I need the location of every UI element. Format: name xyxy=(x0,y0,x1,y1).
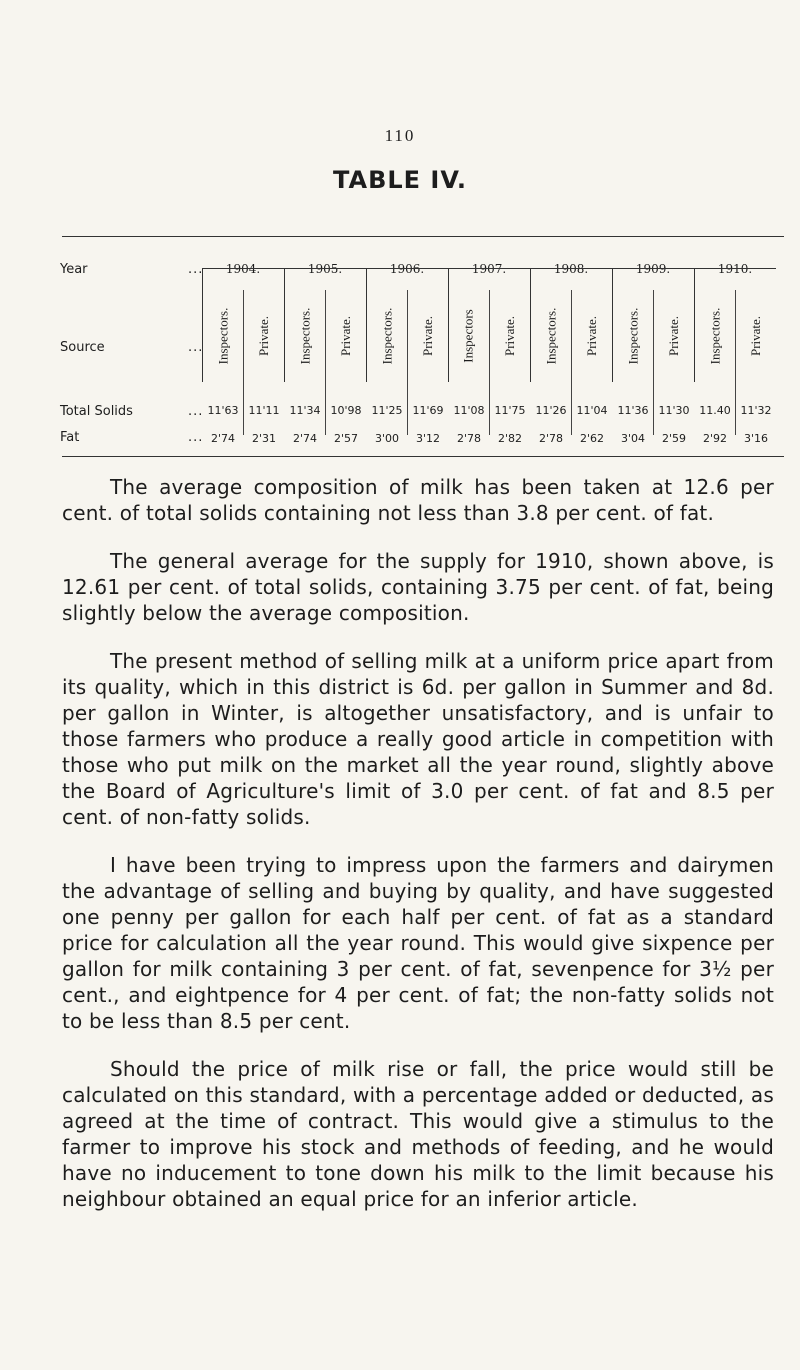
source-header-label: Inspectors xyxy=(461,309,476,363)
column-divider xyxy=(571,290,572,435)
table-bottom-rule xyxy=(62,456,784,457)
source-header xyxy=(246,290,282,382)
year-header: 1908. xyxy=(553,262,589,276)
fat-cell: 2'78 xyxy=(456,432,482,445)
total-solids-cell: 11.40 xyxy=(699,404,731,417)
paragraph: I have been trying to impress upon the farmers and dairymen the advantage of selling and buying by quality, and have suggested one penny per gallon for each half per cent. of fat as a standard price for calculation all the year round. This would give sixpence per gallon for milk containing 3 per cent. of fat, sevenpence for 3½ per cent., and eightpence for 4 per cent. of fat; the non-fatty solids not to be less than 8.5 per cent. xyxy=(62,853,774,1033)
total-solids-cell: 11'30 xyxy=(658,404,690,417)
column-divider xyxy=(243,290,244,435)
total-solids-cell: 11'26 xyxy=(535,404,567,417)
fat-cell: 2'74 xyxy=(292,432,318,445)
total-solids-cell: 11'34 xyxy=(289,404,321,417)
year-header: 1905. xyxy=(307,262,343,276)
source-header-label: Inspectors. xyxy=(297,307,312,365)
source-header-label: Inspectors. xyxy=(625,307,640,365)
year-divider xyxy=(366,268,367,382)
total-solids-cell: 11'75 xyxy=(494,404,526,417)
total-solids-cell: 11'11 xyxy=(248,404,280,417)
year-underline xyxy=(202,268,776,269)
source-header xyxy=(205,290,241,382)
source-header-label: Private. xyxy=(666,315,682,357)
source-header-label: Private. xyxy=(502,315,518,357)
fat-cell: 2'59 xyxy=(661,432,687,445)
fat-cell: 3'12 xyxy=(415,432,441,445)
table-title: TABLE IV. xyxy=(333,166,467,194)
fat-cell: 2'74 xyxy=(210,432,236,445)
year-row-label: Year ... xyxy=(60,262,204,277)
source-header xyxy=(492,290,528,382)
year-divider xyxy=(448,268,449,382)
total-solids-cell: 11'36 xyxy=(617,404,649,417)
source-header xyxy=(369,290,405,382)
fat-cell: 3'00 xyxy=(374,432,400,445)
fat-cell: 3'04 xyxy=(620,432,646,445)
fat-cell: 2'92 xyxy=(702,432,728,445)
column-divider xyxy=(653,290,654,435)
fat-cell: 2'78 xyxy=(538,432,564,445)
fat-row-label: Fat ... xyxy=(60,430,204,445)
source-header-label: Inspectors. xyxy=(707,307,722,365)
column-divider xyxy=(735,290,736,435)
paragraph: The general average for the supply for 1910, shown above, is 12.61 per cent. of total solids, containing 3.75 per cent. of fat, being slightly below the average composition. xyxy=(62,549,774,625)
source-header xyxy=(451,290,487,382)
source-header xyxy=(328,290,364,382)
total-solids-cell: 11'25 xyxy=(371,404,403,417)
page-number: 110 xyxy=(384,126,416,145)
source-header-label: Inspectors. xyxy=(379,307,394,365)
fat-cell: 2'82 xyxy=(497,432,523,445)
year-header: 1906. xyxy=(389,262,425,276)
source-header xyxy=(697,290,733,382)
total-solids-row-label: Total Solids ... xyxy=(60,404,204,419)
source-header xyxy=(615,290,651,382)
paragraph: The average composition of milk has been taken at 12.6 per cent. of total solids containing not less than 3.8 per cent. of fat. xyxy=(62,475,774,525)
source-header xyxy=(656,290,692,382)
year-divider xyxy=(694,268,695,382)
table-top-rule xyxy=(62,236,784,237)
source-header-label: Private. xyxy=(256,315,272,357)
total-solids-cell: 11'69 xyxy=(412,404,444,417)
year-header: 1910. xyxy=(717,262,753,276)
fat-cell: 2'57 xyxy=(333,432,359,445)
source-header-label: Inspectors. xyxy=(215,307,230,365)
source-header xyxy=(287,290,323,382)
source-header xyxy=(738,290,774,382)
source-header-label: Inspectors. xyxy=(543,307,558,365)
year-divider xyxy=(612,268,613,382)
fat-cell: 2'31 xyxy=(251,432,277,445)
source-row-label: Source ... xyxy=(60,340,204,355)
column-divider xyxy=(407,290,408,435)
total-solids-cell: 10'98 xyxy=(330,404,362,417)
total-solids-cell: 11'04 xyxy=(576,404,608,417)
total-solids-cell: 11'63 xyxy=(207,404,239,417)
fat-cell: 2'62 xyxy=(579,432,605,445)
paragraph: Should the price of milk rise or fall, the price would still be calculated on this standard, with a percentage added or deducted, as agreed at the time of contract. This would give a stimulus to the farmer to improve his stock and methods of feeding, and he would have no inducement to tone down his milk to the limit because his neighbour obtained an equal price for an inferior article. xyxy=(62,1057,774,1211)
year-header: 1904. xyxy=(225,262,261,276)
total-solids-cell: 11'08 xyxy=(453,404,485,417)
fat-cell: 3'16 xyxy=(743,432,769,445)
year-divider xyxy=(202,268,203,382)
source-header-label: Private. xyxy=(584,315,600,357)
source-header xyxy=(574,290,610,382)
year-header: 1909. xyxy=(635,262,671,276)
year-header: 1907. xyxy=(471,262,507,276)
source-header-label: Private. xyxy=(748,315,764,357)
source-header-label: Private. xyxy=(338,315,354,357)
body-text xyxy=(62,474,774,1234)
year-divider xyxy=(530,268,531,382)
source-header xyxy=(533,290,569,382)
total-solids-cell: 11'32 xyxy=(740,404,772,417)
source-header-label: Private. xyxy=(420,315,436,357)
year-divider xyxy=(284,268,285,382)
paragraph: The present method of selling milk at a uniform price apart from its quality, which in this district is 6d. per gallon in Summer and 8d. per gallon in Winter, is altogether unsatisfactory, and is unfair to those farmers who produce a really good article in competition with those who put milk on the market all the year round, slightly above the Board of Agriculture's limit of 3.0 per cent. of fat and 8.5 per cent. of non-fatty solids. xyxy=(62,649,774,829)
source-header xyxy=(410,290,446,382)
column-divider xyxy=(325,290,326,435)
column-divider xyxy=(489,290,490,435)
